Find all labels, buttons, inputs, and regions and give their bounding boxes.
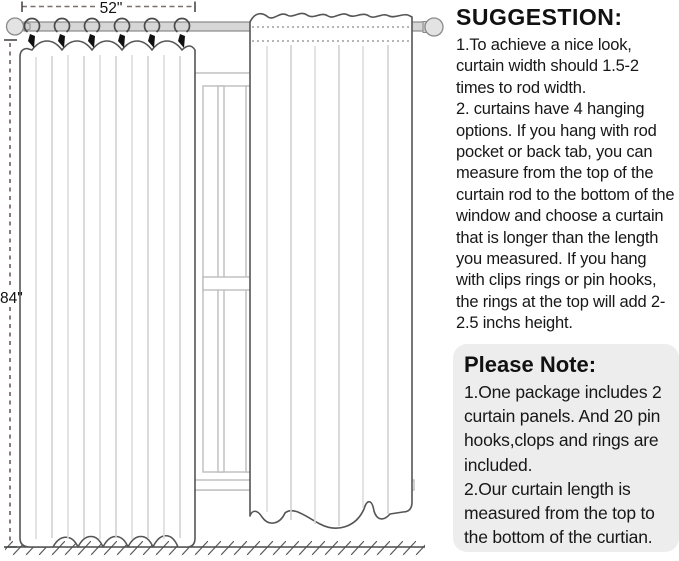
curtain-length-label: 84" (0, 290, 23, 307)
rod-width-measurement (22, 0, 195, 17)
floor (5, 541, 425, 556)
finial-ball-left-icon (7, 18, 24, 35)
info-column (453, 0, 679, 556)
note-point-2: 2.Our curtain length is measured from the top to the bottom of the curtian. (464, 478, 655, 548)
suggestion-title: SUGGESTION: (456, 4, 623, 30)
rod-width-label: 52" (99, 0, 123, 17)
left-curtain-body (20, 41, 195, 547)
floor-hatching (5, 541, 425, 556)
suggestion-section (456, 4, 678, 335)
left-curtain-panel (20, 18, 195, 547)
right-curtain-panel (250, 13, 412, 528)
suggestion-point-2: 2. curtains have 4 hanging options. If you hang with rod pocket or back tab, you can measure from the top of the curtain rod to the bottom of the window and choose a curtain that is longer than the length you measured. If you hang with clips rings or pin hooks, the rings at the top will add 2-2.5 inchs height. (456, 100, 675, 333)
finial-ball-right-icon (425, 18, 443, 36)
note-point-1: 1.One package includes 2 curtain panels. And 20 pin hooks,clops and rings are included. (464, 382, 662, 475)
suggestion-point-1: 1.To achieve a nice look, curtain width should 1.5-2 times to rod width. (456, 36, 639, 97)
please-note-box (453, 344, 679, 552)
clip-pin-icon (28, 34, 35, 48)
note-title: Please Note: (464, 352, 597, 377)
